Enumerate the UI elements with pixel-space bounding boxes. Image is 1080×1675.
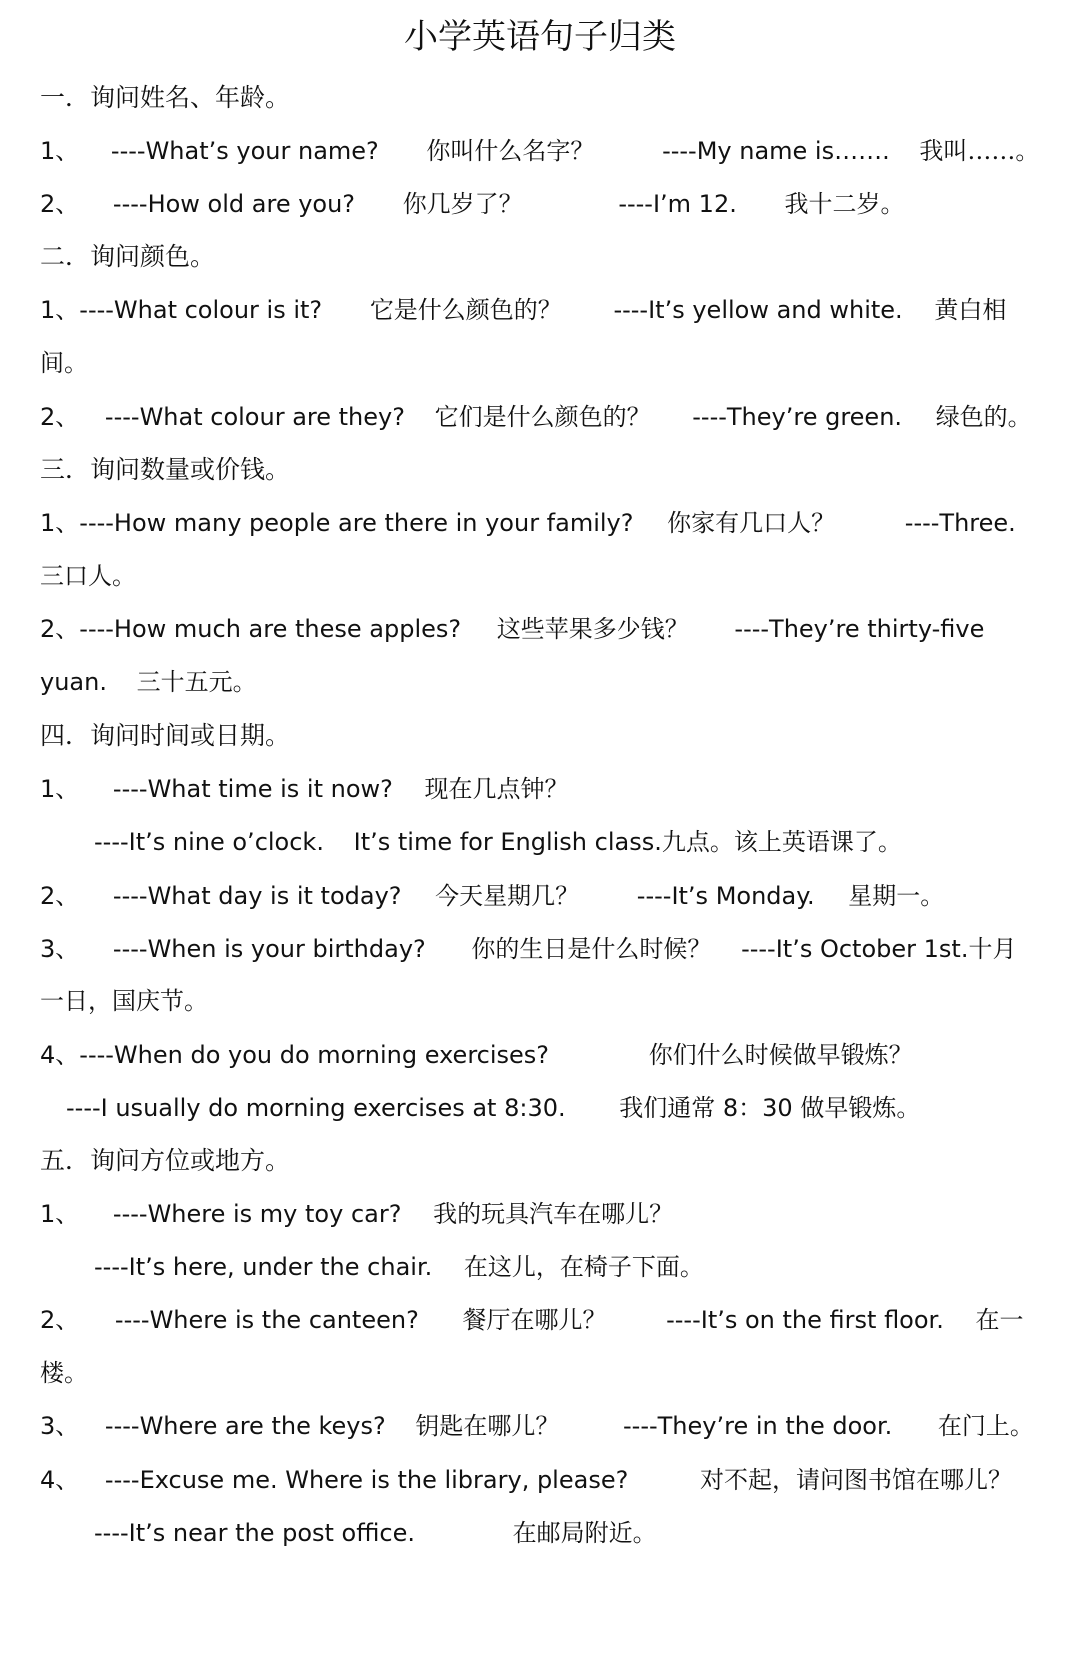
s5-item-4-answer [94, 1513, 1050, 1553]
answer-zh: 在这儿，在椅子下面。 [463, 1253, 704, 1281]
answer-en: ----Three. [904, 509, 1016, 537]
answer-en: ----It’s October 1st. [741, 935, 969, 963]
answer-zh: 星期一。 [848, 882, 945, 910]
question-en: ----Excuse me. Where is the library, please? [104, 1466, 629, 1494]
s2-item-1-wrap: 间。 [40, 349, 88, 377]
question-zh: 你的生日是什么时候？ [471, 935, 712, 963]
question-en: ----Where is the canteen? [114, 1306, 419, 1334]
question-en: ----When is your birthday? [112, 935, 426, 963]
item-number: 1、 [40, 775, 80, 803]
answer-zh-time: 8：30 [722, 1094, 793, 1122]
answer-zh: 绿色的。 [935, 403, 1032, 431]
item-number: 4、 [40, 1466, 80, 1494]
item-number: 4、 [40, 1041, 80, 1069]
s4-item-3 [40, 929, 1050, 969]
item-number: 3、 [40, 1412, 80, 1440]
answer-en: ----I’m 12. [618, 190, 737, 218]
answer-en: ----It’s here, under the chair. [94, 1253, 433, 1281]
item-number: 2、 [40, 1306, 80, 1334]
answer-en: ----It’s near the post office. [94, 1519, 416, 1547]
s3-item-1-wrap: 三口人。 [40, 562, 136, 590]
answer-zh: 十月 [968, 935, 1017, 963]
answer-zh-pre: 我们通常 [619, 1094, 723, 1122]
answer-zh-post: 做早锻炼。 [792, 1094, 921, 1122]
answer-en: ----It’s nine o’clock. [94, 828, 324, 856]
question-en: ----What’s your name? [110, 137, 379, 165]
question-en: ----What day is it today? [112, 882, 402, 910]
question-en: ----How much are these apples? [79, 615, 462, 643]
answer-zh: 在门上。 [937, 1412, 1034, 1440]
section-heading-colours: 二．询问颜色。 [40, 242, 216, 271]
item-number: 1、 [40, 1200, 80, 1228]
answer-zh: 九点。该上英语课了。 [661, 828, 902, 856]
item-number: 2、 [40, 190, 80, 218]
answer-en-extra: It’s time for English class. [353, 828, 662, 856]
s4-item-1-answer [94, 822, 1050, 862]
s5-item-1-answer [94, 1247, 1050, 1287]
item-number: 1、 [40, 509, 80, 537]
s4-item-3-wrap: 一日，国庆节。 [40, 987, 208, 1015]
s3-item-2-wrap [40, 662, 1050, 702]
s4-item-1 [40, 769, 1050, 809]
s3-item-2 [40, 609, 1050, 649]
question-zh: 对不起，请问图书馆在哪儿？ [699, 1466, 1012, 1494]
answer-zh: 我叫……。 [919, 137, 1040, 165]
section-heading-places: 五．询问方位或地方。 [40, 1146, 291, 1175]
page-title: 小学英语句子归类 [404, 17, 676, 57]
answer-en: ----I usually do morning exercises at 8:30. [66, 1094, 566, 1122]
s2-item-1 [40, 290, 1050, 330]
answer-en: ----It’s Monday. [636, 882, 815, 910]
question-zh: 这些苹果多少钱？ [496, 615, 689, 643]
answer-en-cont: yuan. [40, 668, 107, 696]
item-number: 1、 [40, 296, 80, 324]
s1-item-2 [40, 184, 1050, 224]
question-zh: 我的玩具汽车在哪儿？ [433, 1200, 674, 1228]
item-number: 1、 [40, 137, 80, 165]
question-zh: 它们是什么颜色的？ [434, 403, 651, 431]
item-number: 2、 [40, 615, 80, 643]
answer-zh: 三十五元。 [136, 668, 257, 696]
question-zh: 你几岁了？ [402, 190, 523, 218]
item-number: 3、 [40, 935, 80, 963]
s1-item-1 [40, 131, 1050, 171]
s5-item-2 [40, 1300, 1050, 1340]
question-zh: 它是什么颜色的？ [369, 296, 562, 324]
section-heading-time-date: 四．询问时间或日期。 [40, 721, 291, 750]
question-zh: 钥匙在哪儿？ [415, 1412, 560, 1440]
answer-zh: 在邮局附近。 [512, 1519, 657, 1547]
s3-item-1 [40, 503, 1050, 543]
section-heading-quantity-price: 三．询问数量或价钱。 [40, 455, 291, 484]
question-en: ----Where are the keys? [104, 1412, 386, 1440]
answer-zh [619, 1094, 920, 1122]
s4-item-2 [40, 876, 1050, 916]
s5-item-2-wrap: 楼。 [40, 1359, 88, 1387]
answer-zh: 黄白相 [934, 296, 1007, 324]
question-en: ----What colour is it? [79, 296, 323, 324]
answer-en: ----It’s on the first floor. [666, 1306, 944, 1334]
question-zh: 现在几点钟？ [424, 775, 569, 803]
s5-item-3 [40, 1406, 1050, 1446]
s4-item-4-answer [66, 1088, 1050, 1128]
answer-en: ----They’re thirty-five [734, 615, 985, 643]
question-zh: 餐厅在哪儿？ [462, 1306, 607, 1334]
question-zh: 你家有几口人？ [667, 509, 836, 537]
question-en: ----When do you do morning exercises? [79, 1041, 550, 1069]
s2-item-2 [40, 397, 1050, 437]
item-number: 2、 [40, 403, 80, 431]
question-en: ----How old are you? [112, 190, 356, 218]
question-zh: 你们什么时候做早锻炼？ [648, 1041, 913, 1069]
s5-item-1 [40, 1194, 1050, 1234]
section-heading-names-ages: 一．询问姓名、年龄。 [40, 83, 291, 112]
s4-item-4 [40, 1035, 1050, 1075]
question-zh: 你叫什么名字？ [426, 137, 595, 165]
answer-zh: 在一 [975, 1306, 1024, 1334]
item-number: 2、 [40, 882, 80, 910]
question-zh: 今天星期几？ [435, 882, 580, 910]
question-en: ----What colour are they? [104, 403, 405, 431]
question-en: ----Where is my toy car? [112, 1200, 402, 1228]
answer-en: ----It’s yellow and white. [613, 296, 903, 324]
answer-en: ----My name is……. [662, 137, 890, 165]
question-en: ----What time is it now? [112, 775, 393, 803]
answer-en: ----They’re in the door. [623, 1412, 893, 1440]
answer-zh: 我十二岁。 [784, 190, 905, 218]
question-en: ----How many people are there in your family? [79, 509, 634, 537]
s5-item-4 [40, 1460, 1050, 1500]
answer-en: ----They’re green. [692, 403, 903, 431]
